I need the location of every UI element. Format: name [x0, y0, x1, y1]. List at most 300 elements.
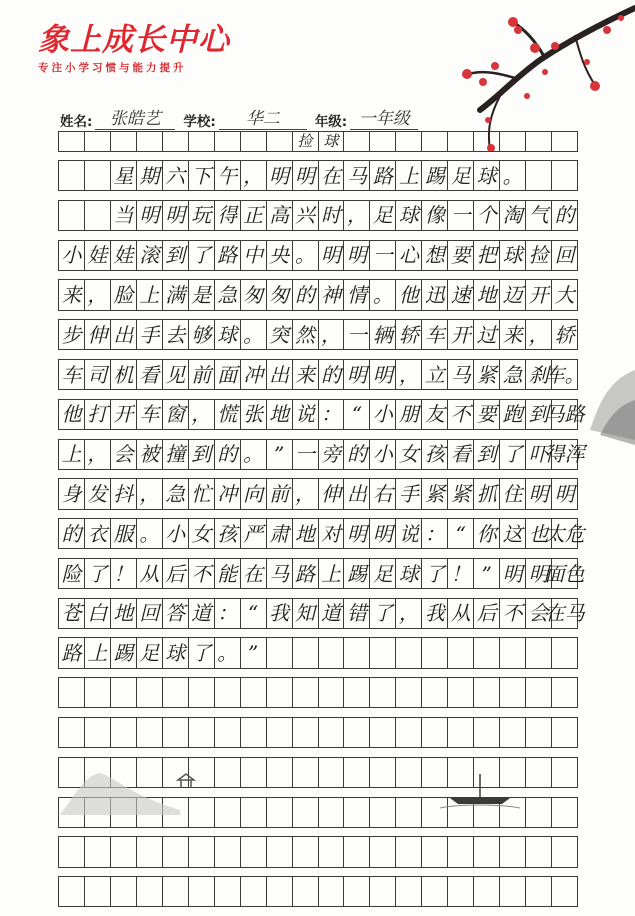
grid-cell — [474, 718, 500, 747]
grid-cell — [137, 132, 163, 151]
grid-cell: 午 — [215, 161, 241, 190]
grid-cell — [319, 678, 345, 707]
grid-cell: 急 — [163, 479, 189, 508]
grid-cell: 孩 — [215, 519, 241, 548]
grid-cell: 冲 — [215, 479, 241, 508]
grid-cell: 明 — [293, 161, 319, 190]
grid-cell — [59, 678, 85, 707]
grid-cell — [552, 718, 578, 747]
grid-cell — [59, 718, 85, 747]
grid-cell — [422, 132, 448, 151]
grid-cell: 心 — [396, 241, 422, 270]
grid-cell: 路 — [215, 241, 241, 270]
grid-cell: 娃 — [85, 241, 111, 270]
grid-cell: 够 — [189, 320, 215, 349]
grid-cell — [163, 837, 189, 866]
essay-title-char: 捡 — [293, 132, 319, 151]
grid-cell: 车 — [137, 400, 163, 429]
grid-cell — [448, 837, 474, 866]
grid-cell: 明 — [500, 559, 526, 588]
grid-cell: 他 — [59, 400, 85, 429]
grid-cell: 住 — [500, 479, 526, 508]
grid-cell — [85, 201, 111, 230]
grid-cell: 伸 — [85, 320, 111, 349]
grid-cell: 个 — [474, 201, 500, 230]
grid-cell — [500, 837, 526, 866]
grid-cell: ， — [344, 201, 370, 230]
grid-cell: 去 — [163, 320, 189, 349]
grid-cell: 回 — [137, 599, 163, 628]
grid-cell: 时 — [319, 201, 345, 230]
grid-cell — [189, 837, 215, 866]
grid-cell: 女 — [396, 440, 422, 469]
grid-cell: 肃 — [267, 519, 293, 548]
grid-cell: 身 — [59, 479, 85, 508]
grid-cell: 情 — [344, 280, 370, 309]
grid-cell — [215, 758, 241, 787]
grid-cell: 刹 — [526, 360, 552, 389]
grid-cell: 马 — [344, 161, 370, 190]
grid-cell: 明 — [526, 559, 552, 588]
grid-cell — [552, 877, 578, 906]
grid-cell: 期 — [137, 161, 163, 190]
grid-cell: 球 — [215, 320, 241, 349]
grid-cell: 会 — [526, 599, 552, 628]
grid-cell: 了 — [189, 241, 215, 270]
grid-cell: 来 — [293, 360, 319, 389]
grid-cell: 上 — [59, 440, 85, 469]
grid-cell: 速 — [448, 280, 474, 309]
grid-cell: 对 — [319, 519, 345, 548]
grid-cell: 球 — [474, 161, 500, 190]
grid-cell: 道 — [189, 599, 215, 628]
grid-cell: “ — [241, 599, 267, 628]
grid-cell: ” — [474, 559, 500, 588]
grid-cell: 不 — [448, 400, 474, 429]
grid-cell: 抖 — [111, 479, 137, 508]
grid-cell — [370, 877, 396, 906]
grid-cell: ， — [396, 360, 422, 389]
grid-cell — [422, 718, 448, 747]
grid-cell: 想 — [422, 241, 448, 270]
grid-cell — [396, 132, 422, 151]
grid-cell: ” — [267, 440, 293, 469]
grid-cell — [267, 758, 293, 787]
grid-cell: 中 — [241, 241, 267, 270]
grid-cell: 小 — [370, 440, 396, 469]
grid-cell — [241, 798, 267, 827]
grid-cell: 当 — [111, 201, 137, 230]
grid-cell — [241, 837, 267, 866]
grid-cell — [241, 718, 267, 747]
grid-cell — [163, 132, 189, 151]
grid-cell: 球 — [396, 559, 422, 588]
grid-cell: 一 — [293, 440, 319, 469]
grid-cell: 到 — [163, 241, 189, 270]
grid-cell: 开 — [111, 400, 137, 429]
grid-cell: 路 — [370, 161, 396, 190]
grid-cell: 得浑 — [552, 440, 578, 469]
grid-cell — [241, 132, 267, 151]
grid-cell — [370, 798, 396, 827]
grid-row — [58, 439, 585, 470]
grid-cell — [163, 678, 189, 707]
grid-cell — [344, 638, 370, 667]
grid-cell: 路 — [293, 559, 319, 588]
grid-cell — [85, 678, 111, 707]
grid-row — [58, 319, 578, 350]
grid-cell — [241, 877, 267, 906]
grid-cell: 踢 — [111, 638, 137, 667]
grid-cell — [552, 161, 578, 190]
grid-cell: 能 — [215, 559, 241, 588]
grid-cell: 吓 — [526, 440, 552, 469]
grid-cell: “ — [448, 519, 474, 548]
grid-cell: 正 — [241, 201, 267, 230]
grid-cell: 右 — [370, 479, 396, 508]
grid-row — [58, 478, 578, 509]
grid-cell: 白 — [85, 599, 111, 628]
brand-slogan: 专注小学习惯与能力提升 — [38, 62, 187, 74]
grid-cell — [370, 638, 396, 667]
grid-cell: 女 — [189, 519, 215, 548]
grid-cell: 开 — [526, 280, 552, 309]
grid-cell: 娃 — [111, 241, 137, 270]
grid-cell: 来 — [59, 280, 85, 309]
grid-cell: 知 — [293, 599, 319, 628]
grid-cell: 高 — [267, 201, 293, 230]
grid-cell: 下 — [189, 161, 215, 190]
grid-cell — [267, 837, 293, 866]
grid-cell — [111, 718, 137, 747]
grid-cell — [241, 678, 267, 707]
grid-cell: 足 — [370, 201, 396, 230]
grid-cell: 明 — [163, 201, 189, 230]
grid-cell — [552, 758, 578, 787]
grid-row — [58, 717, 578, 748]
grid-cell: ， — [319, 320, 345, 349]
grid-cell — [526, 758, 552, 787]
grid-cell — [293, 678, 319, 707]
grid-cell — [111, 132, 137, 151]
grid-cell: 看 — [137, 360, 163, 389]
grid-cell: 轿 — [396, 320, 422, 349]
grid-cell — [111, 877, 137, 906]
grid-cell — [85, 132, 111, 151]
grid-cell — [474, 132, 500, 151]
grid-cell — [448, 678, 474, 707]
grid-cell: 一 — [370, 241, 396, 270]
grid-cell: 马 — [448, 360, 474, 389]
grid-cell — [267, 678, 293, 707]
grid-cell: 苍 — [59, 599, 85, 628]
grid-cell — [370, 837, 396, 866]
brand-name: 象上成长中心 — [38, 22, 230, 58]
grid-cell: 不 — [500, 599, 526, 628]
grid-cell: ， — [396, 599, 422, 628]
grid-cell — [552, 837, 578, 866]
grid-cell: 窗 — [163, 400, 189, 429]
grid-cell: 出 — [267, 360, 293, 389]
grid-cell — [396, 877, 422, 906]
grid-cell: 球 — [163, 638, 189, 667]
grid-cell — [344, 877, 370, 906]
grid-cell: 轿 — [552, 320, 578, 349]
grid-cell — [474, 877, 500, 906]
grid-cell: 向 — [241, 479, 267, 508]
grid-cell — [293, 758, 319, 787]
grid-cell: 踢 — [422, 161, 448, 190]
grid-cell — [474, 638, 500, 667]
grid-cell: 慌 — [215, 400, 241, 429]
grid-cell — [448, 132, 474, 151]
grid-cell — [500, 718, 526, 747]
grid-cell: 地 — [474, 280, 500, 309]
grid-cell: 步 — [59, 320, 85, 349]
grid-cell: 一 — [344, 320, 370, 349]
grid-cell: 兴 — [293, 201, 319, 230]
grid-cell: ， — [526, 320, 552, 349]
grid-cell: 地 — [293, 519, 319, 548]
grid-cell — [111, 837, 137, 866]
grid-cell — [500, 877, 526, 906]
grid-cell: 险 — [59, 559, 85, 588]
grid-cell — [267, 132, 293, 151]
grid-row — [58, 518, 585, 549]
grid-cell: 上 — [137, 280, 163, 309]
grid-cell — [526, 638, 552, 667]
grid-cell: 要 — [448, 241, 474, 270]
grid-cell: 小 — [370, 400, 396, 429]
grid-cell: 朋 — [396, 400, 422, 429]
ink-mountain-left-decoration — [60, 765, 180, 815]
grid-cell — [215, 877, 241, 906]
grid-cell — [189, 877, 215, 906]
grid-cell: 小 — [59, 241, 85, 270]
grid-cell: 捡 — [526, 241, 552, 270]
grid-cell: 路 — [59, 638, 85, 667]
grid-cell: 足 — [448, 161, 474, 190]
grid-cell: 迈 — [500, 280, 526, 309]
grid-cell: 旁 — [319, 440, 345, 469]
grid-cell — [189, 132, 215, 151]
grid-cell: 星 — [111, 161, 137, 190]
grid-cell: 明 — [370, 360, 396, 389]
grid-cell: 看 — [448, 440, 474, 469]
grid-cell: 上 — [319, 559, 345, 588]
grid-cell: 了 — [422, 559, 448, 588]
grid-cell: 滚 — [137, 241, 163, 270]
grid-cell — [344, 758, 370, 787]
grid-cell: 上 — [85, 638, 111, 667]
grid-cell — [396, 638, 422, 667]
grid-cell: 司 — [85, 360, 111, 389]
grid-cell — [59, 132, 85, 151]
grid-cell: 。 — [241, 320, 267, 349]
grid-cell: 出 — [111, 320, 137, 349]
grid-cell — [526, 161, 552, 190]
grid-cell: 气 — [526, 201, 552, 230]
grid-cell: 他 — [396, 280, 422, 309]
grid-cell: 张 — [241, 400, 267, 429]
grid-cell: 了 — [85, 559, 111, 588]
grid-cell: 到 — [526, 400, 552, 429]
grid-cell: 的 — [344, 440, 370, 469]
grid-cell — [59, 837, 85, 866]
grid-cell — [422, 877, 448, 906]
grid-cell: 服 — [111, 519, 137, 548]
grid-cell — [189, 798, 215, 827]
grid-cell: 明 — [344, 519, 370, 548]
grid-cell: ” — [241, 638, 267, 667]
grid-cell: 机 — [111, 360, 137, 389]
grid-cell: 在 — [241, 559, 267, 588]
grid-row — [58, 200, 578, 231]
grid-cell: 孩 — [422, 440, 448, 469]
grid-cell — [267, 798, 293, 827]
grid-cell — [370, 678, 396, 707]
grid-cell — [85, 837, 111, 866]
grid-cell: 紧 — [474, 360, 500, 389]
grid-row — [58, 279, 578, 310]
school-value: 华二 — [219, 104, 307, 130]
grid-cell: 明 — [267, 161, 293, 190]
grid-cell: 明 — [344, 241, 370, 270]
grid-cell — [422, 638, 448, 667]
grid-cell: 的 — [319, 360, 345, 389]
grid-cell — [526, 837, 552, 866]
grid-cell — [319, 877, 345, 906]
grid-cell: 答 — [163, 599, 189, 628]
grid-cell — [267, 877, 293, 906]
grid-cell: 到 — [474, 440, 500, 469]
grid-cell: ， — [85, 440, 111, 469]
grid-row — [58, 836, 578, 867]
grid-cell: 衣 — [85, 519, 111, 548]
grid-cell — [293, 718, 319, 747]
grid-cell — [137, 718, 163, 747]
grid-cell: 明 — [552, 479, 578, 508]
grid-cell: 然 — [293, 320, 319, 349]
grid-cell: 急 — [500, 360, 526, 389]
grid-row — [58, 677, 578, 708]
grid-cell: “ — [344, 400, 370, 429]
grid-cell — [85, 161, 111, 190]
grid-cell: 像 — [422, 201, 448, 230]
grid-cell — [85, 718, 111, 747]
name-value: 张皓艺 — [95, 104, 175, 130]
grid-cell: 忙 — [189, 479, 215, 508]
grid-cell — [500, 678, 526, 707]
grade-label: 年级: — [314, 114, 348, 130]
grid-cell: 撞 — [163, 440, 189, 469]
grid-cell: 。 — [293, 241, 319, 270]
grid-cell: 面色 — [552, 559, 578, 588]
grid-cell — [189, 678, 215, 707]
grid-cell — [137, 837, 163, 866]
grid-row — [58, 598, 585, 629]
grid-cell: 说 — [293, 400, 319, 429]
grid-cell: 脸 — [111, 280, 137, 309]
grid-cell — [85, 877, 111, 906]
grid-cell: 大 — [552, 280, 578, 309]
grid-cell: 出 — [344, 479, 370, 508]
grid-cell: 球 — [396, 201, 422, 230]
grid-row — [58, 558, 585, 589]
grid-cell: 玩 — [189, 201, 215, 230]
grid-cell: 紧 — [448, 479, 474, 508]
title-row — [58, 131, 578, 152]
grid-cell: 也 — [526, 519, 552, 548]
student-info — [60, 104, 418, 130]
grid-cell — [474, 837, 500, 866]
grid-cell: 伸 — [319, 479, 345, 508]
grid-cell — [319, 837, 345, 866]
grid-cell: 我 — [267, 599, 293, 628]
grid-cell — [500, 132, 526, 151]
grid-cell — [59, 877, 85, 906]
grid-cell: ： — [319, 400, 345, 429]
grid-cell: 太危 — [552, 519, 578, 548]
grid-cell: 前 — [267, 479, 293, 508]
grid-cell — [344, 798, 370, 827]
grid-cell: 了 — [370, 599, 396, 628]
boat-decoration — [440, 770, 520, 810]
grid-cell: 。 — [370, 280, 396, 309]
grid-cell — [215, 132, 241, 151]
grid-cell: 发 — [85, 479, 111, 508]
grid-cell — [526, 678, 552, 707]
grid-cell: ！ — [448, 559, 474, 588]
grid-cell: 央 — [267, 241, 293, 270]
grid-cell: 。 — [137, 519, 163, 548]
grid-cell: ， — [137, 479, 163, 508]
grid-cell — [396, 798, 422, 827]
grid-cell: 过 — [474, 320, 500, 349]
grid-cell: 的 — [215, 440, 241, 469]
grid-cell: 打 — [85, 400, 111, 429]
grid-cell — [552, 798, 578, 827]
grid-cell — [396, 718, 422, 747]
grid-cell: 马 — [267, 559, 293, 588]
grid-cell — [319, 798, 345, 827]
grid-cell: ！ — [111, 559, 137, 588]
grid-cell — [396, 758, 422, 787]
grid-cell — [552, 132, 578, 151]
grid-cell — [137, 877, 163, 906]
grid-cell: 车 — [422, 320, 448, 349]
grid-cell — [319, 758, 345, 787]
grid-cell: 到 — [189, 440, 215, 469]
grid-cell — [163, 877, 189, 906]
grid-cell: 这 — [500, 519, 526, 548]
grid-cell — [215, 718, 241, 747]
grid-cell: 上 — [396, 161, 422, 190]
grid-cell — [422, 837, 448, 866]
grid-cell — [448, 718, 474, 747]
grid-cell: 明 — [137, 201, 163, 230]
grid-cell: 的 — [59, 519, 85, 548]
grid-cell — [293, 798, 319, 827]
grid-cell: 抓 — [474, 479, 500, 508]
grid-cell: ， — [85, 280, 111, 309]
grid-cell: 迅 — [422, 280, 448, 309]
grid-cell — [526, 718, 552, 747]
grid-cell: 在 — [319, 161, 345, 190]
grid-cell: 从 — [448, 599, 474, 628]
grid-cell: 面 — [215, 360, 241, 389]
pavilion-decoration — [176, 772, 196, 792]
